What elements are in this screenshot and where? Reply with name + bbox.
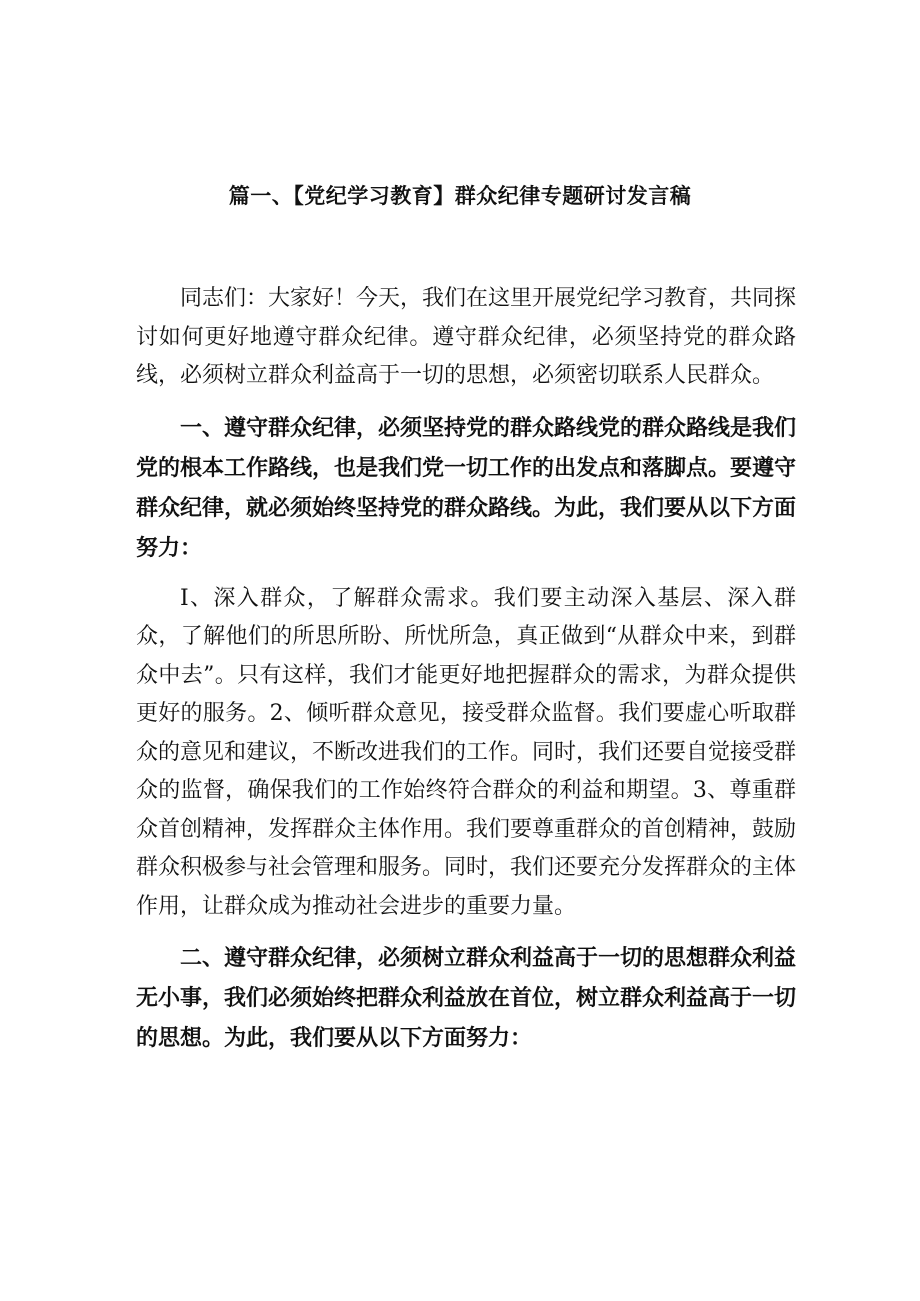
paragraph-greeting: 同志们：大家好！今天，我们在这里开展党纪学习教育，共同探讨如何更好地遵守群众纪律。遵守群众纪律，必须坚持党的群众路线，必须树立群众利益高于一切的思想，必须密切联系人民群众。 (136, 286, 797, 388)
document-title: 篇一、【党纪学习教育】群众纪律专题研讨发言稿 (228, 183, 692, 208)
section-heading-one: 一、遵守群众纪律，必须坚持党的群众路线党的群众路线是我们党的根本工作路线，也是我们党一切工作的出发点和落脚点。要遵守群众纪律，就必须始终坚持党的群众路线。为此，我们要从以下方面努力： (136, 414, 797, 561)
document-body (136, 280, 796, 1070)
paragraph-section-one-body: I、深入群众，了解群众需求。我们要主动深入基层、深入群众，了解他们的所思所盼、所忧所急，真正做到“从群众中来，到群众中去”。只有这样，我们才能更好地把握群众的需求，为群众提供更好的服务。2、倾听群众意见，接受群众监督。我们要虚心听取群众的意见和建议，不断改进我们的工作。同时，我们还要自觉接受群众的监督，确保我们的工作始终符合群众的利益和期望。3、尊重群众首创精神，发挥群众主体作用。我们要尊重群众的首创精神，鼓励群众积极参与社会管理和服务。同时，我们还要充分发挥群众的主体作用，让群众成为推动社会进步的重要力量。 (136, 585, 797, 919)
section-heading-two: 二、遵守群众纪律，必须树立群众利益高于一切的思想群众利益无小事，我们必须始终把群众利益放在首位，树立群众利益高于一切的思想。为此，我们要从以下方面努力： (136, 945, 797, 1051)
